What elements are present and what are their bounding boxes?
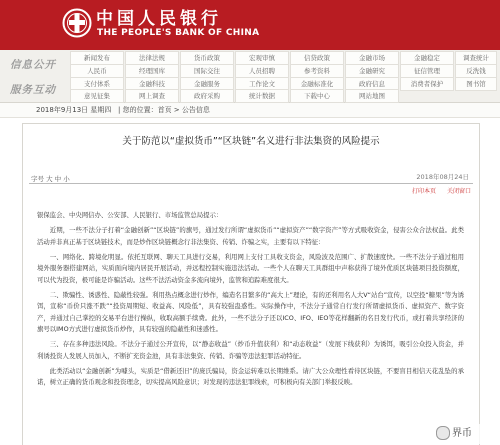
article-date: 2018年08月24日 xyxy=(416,173,469,181)
nav-item[interactable]: 反洗钱 xyxy=(455,64,497,78)
nav-item[interactable]: 网站地图 xyxy=(345,89,399,103)
pboc-emblem-icon xyxy=(62,8,92,38)
nav-item[interactable]: 消费者保护 xyxy=(400,77,454,91)
nav-item[interactable]: 意见征集 xyxy=(70,89,124,103)
article-paragraph: 近期，一些不法分子打着“金融创新”“区块链”的旗号，通过发行所谓“虚拟货币”“虚拟资产”“数字资产”等方式吸收资金，侵害公众合法权益。此类活动并非真正基于区块链技术，而是炒作区块链概念行非法集资、传销、诈骗之实，主要有以下特征： xyxy=(37,226,464,246)
nav-item[interactable]: 统计数据 xyxy=(235,89,289,103)
watermark-logo-icon xyxy=(436,426,450,440)
nav-item[interactable]: 金融市场 xyxy=(345,51,399,65)
article-title: 关于防范以“虚拟货币”“区块链”名义进行非法集资的风险提示 xyxy=(122,136,380,147)
nav-item[interactable]: 经理国库 xyxy=(125,64,179,78)
nav-item[interactable]: 国际交往 xyxy=(180,64,234,78)
nav-item[interactable]: 政府采购 xyxy=(180,89,234,103)
nav-item[interactable]: 调查统计 xyxy=(455,51,497,65)
watermark-text: 界币 xyxy=(452,428,472,439)
nav-item[interactable]: 金融研究 xyxy=(345,64,399,78)
nav-item[interactable]: 支付体系 xyxy=(70,77,124,91)
site-header xyxy=(0,0,500,50)
breadcrumb[interactable]: | 您的位置：首页 > 公告信息 xyxy=(118,106,210,114)
nav-item[interactable]: 金融稳定 xyxy=(400,51,454,65)
nav-item[interactable]: 法律法规 xyxy=(125,51,179,65)
nav-item[interactable]: 货币政策 xyxy=(180,51,234,65)
location-bar xyxy=(0,103,500,118)
current-date: 2018年9月13日 星期四 xyxy=(36,106,112,114)
print-page-link[interactable]: 打印本页 xyxy=(411,188,436,195)
nav-item[interactable]: 政府信息 xyxy=(345,77,399,91)
nav-item[interactable]: 参考资料 xyxy=(290,64,344,78)
brand-name-en: THE PEOPLE'S BANK OF CHINA xyxy=(97,28,260,38)
nav-item[interactable]: 信贷政策 xyxy=(290,51,344,65)
nav-item[interactable]: 金融服务 xyxy=(180,77,234,91)
brand-name-cn[interactable]: 中国人民银行 xyxy=(96,9,222,29)
article-paragraph: 此类活动以“金融创新”为噱头，实质是“借新还旧”的庞氏骗局，资金运转难以长期维系。请广大公众理性看待区块链，不要盲目相信天花乱坠的承诺，树立正确的货币观念和投资理念，切实提高风险意识；对发现的违法犯罪线索，可积极向有关部门举报反映。 xyxy=(37,366,464,386)
source-watermark xyxy=(436,424,500,444)
nav-item[interactable]: 下载中心 xyxy=(290,89,344,103)
article-panel xyxy=(22,123,480,445)
close-window-link[interactable]: 关闭窗口 xyxy=(446,188,471,195)
nav-item[interactable]: 新闻发布 xyxy=(70,51,124,65)
nav-item[interactable]: 宏观审慎 xyxy=(235,51,289,65)
nav-item[interactable]: 工作论文 xyxy=(235,77,289,91)
article-paragraph: 三、存在多种违法风险。不法分子通过公开宣传，以“静态收益”（炒币升值获利）和“动态收益”（发展下线获利）为诱饵，吸引公众投入资金，并利诱投资人发展人员加入，不断扩充资金池，具有非法集资、传销、诈骗等违法犯罪活动特征。 xyxy=(37,340,464,360)
nav-item[interactable]: 征信管理 xyxy=(400,64,454,78)
nav-item[interactable]: 人员招聘 xyxy=(235,64,289,78)
nav-group-info-disclosure: 信息公开 xyxy=(10,59,56,71)
article-paragraph: 二、欺骗性、诱惑性、隐蔽性较强。利用热点概念进行炒作，编造名目繁多的“高大上”理论，有的还利用名人大V“站台”宣传，以空投“糖果”等为诱饵，宣称“币价只涨不跌”“投资周期短、收益高、风险低”，具有较强蛊惑性。实际操作中，不法分子通常自行发行所谓虚拟货币、虚拟资产、数字资产，并通过自己掌控的交易平台进行操纵，收取高额手续费。此外，一些不法分子还以ICO、IFO、IEO等花样翻新的名目发行代币，或打着共享经济的旗号以IMO方式进行虚拟货币炒作，具有较强的隐蔽性和迷惑性。 xyxy=(37,290,464,333)
main-navigation xyxy=(0,50,500,103)
nav-item[interactable]: 金融标准化 xyxy=(290,77,344,91)
article-body xyxy=(37,210,464,392)
nav-item[interactable]: 人民币 xyxy=(70,64,124,78)
nav-item[interactable]: 网上调查 xyxy=(125,89,179,103)
article-paragraph: 银保监会、中央网信办、公安部、人民银行、市场监管总局提示： xyxy=(37,211,223,219)
nav-item[interactable]: 图书馆 xyxy=(455,77,497,91)
font-size-selector[interactable]: 字号 大 中 小 xyxy=(31,175,70,183)
nav-group-service-interaction: 服务互动 xyxy=(10,84,56,96)
nav-item[interactable]: 金融科技 xyxy=(125,77,179,91)
divider xyxy=(29,183,473,184)
article-paragraph: 一、网络化、跨境化明显。依托互联网、聊天工具进行交易，利用网上支付工具收支资金，风险波及范围广、扩散速度快。一些不法分子通过租用境外服务器搭建网站，实质面向境内居民开展活动，并远程控制实施违法活动。一些个人在聊天工具群组中声称获得了境外优质区块链项目投资额度，可以代为投资，极可能是诈骗活动。这些不法活动资金多流向境外，监管和追踪难度很大。 xyxy=(37,252,464,284)
